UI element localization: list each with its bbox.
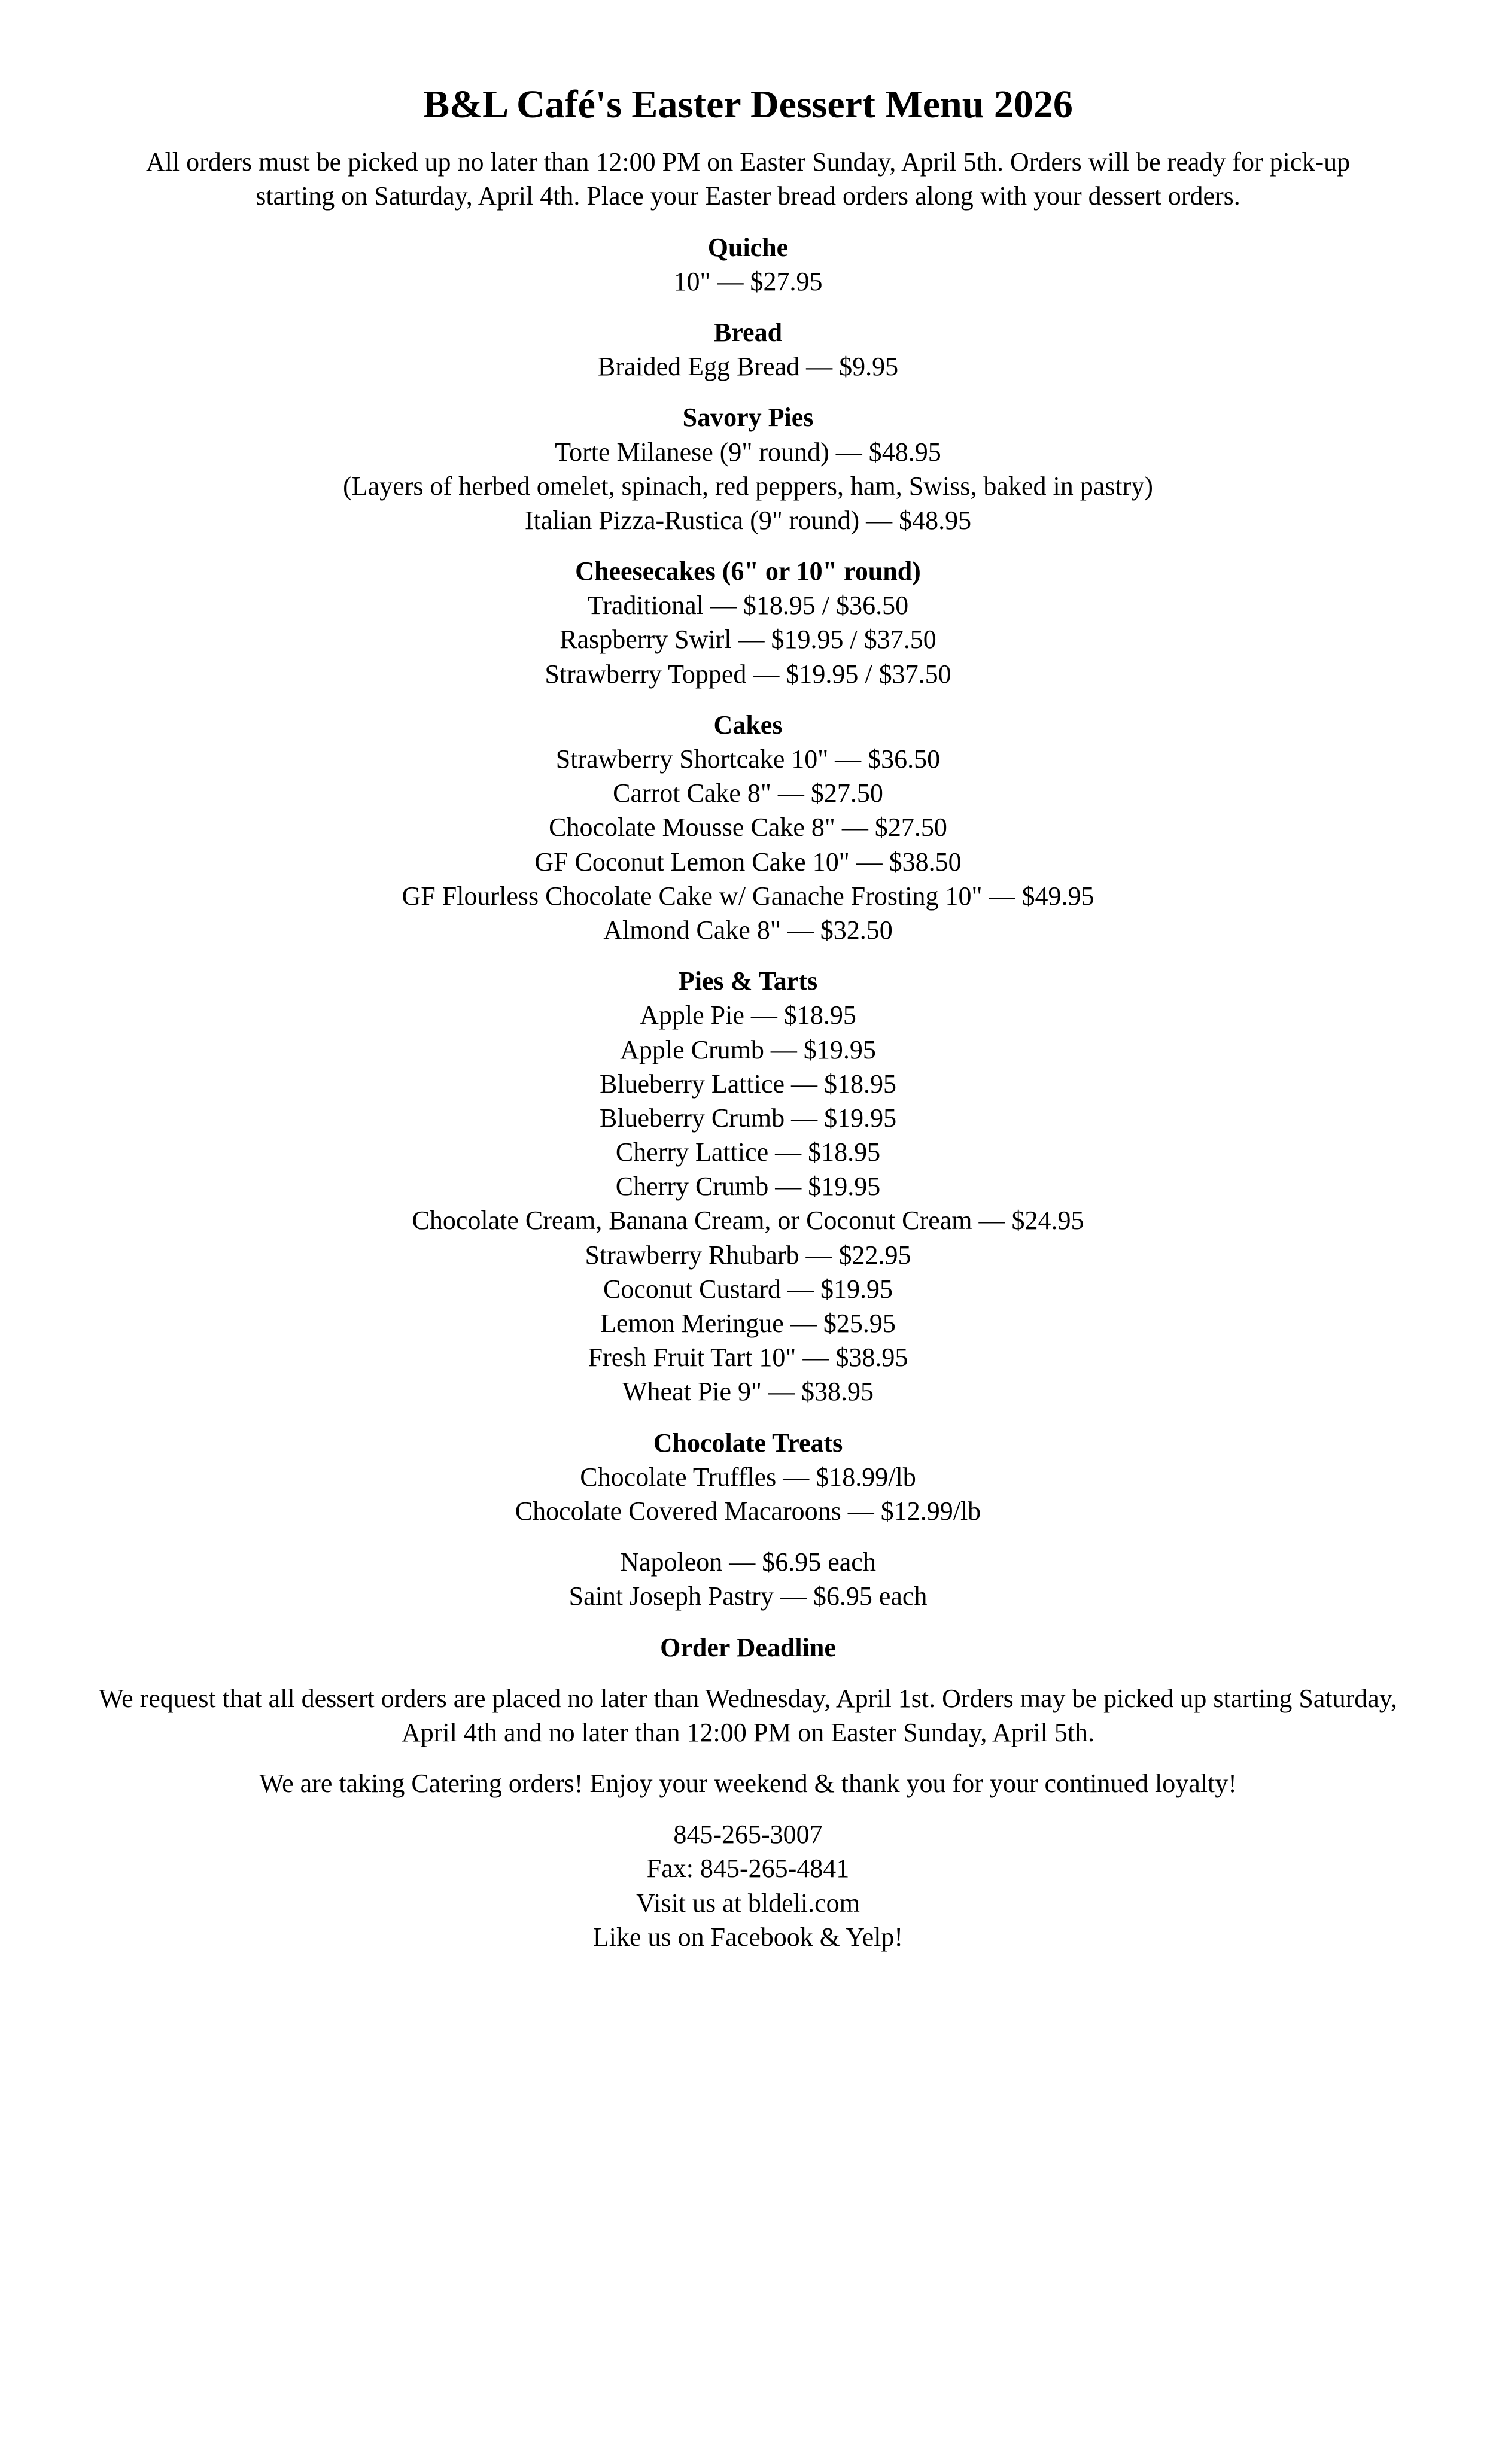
section-bread [90,315,1406,384]
section-cakes [90,708,1406,947]
menu-item: Wheat Pie 9" — $38.95 [622,1377,874,1407]
menu-item: Apple Crumb — $19.95 [620,1035,876,1064]
section-pies-tarts [90,964,1406,1409]
social-text: Like us on Facebook & Yelp! [592,1922,904,1952]
section-heading: Savory Pies [682,403,814,433]
menu-item: Blueberry Crumb — $19.95 [599,1103,897,1133]
menu-item: Chocolate Covered Macaroons — $12.99/lb [515,1496,981,1526]
menu-item: Chocolate Mousse Cake 8" — $27.50 [549,813,947,842]
section-quiche [90,230,1406,299]
menu-item: 10" — $27.95 [673,266,823,296]
menu-item: Strawberry Rhubarb — $22.95 [585,1240,911,1270]
menu-item: Saint Joseph Pastry — $6.95 each [568,1581,928,1611]
menu-item: Strawberry Shortcake 10" — $36.50 [555,744,941,774]
intro-paragraph: All orders must be picked up no later than 12:00 PM on Easter Sunday, April 5th. Orders will be ready for pick-up starting on Saturday, April 4th. Place your Easter bread orders along with your dessert orders. [145,147,1351,211]
section-heading: Pies & Tarts [678,966,818,996]
menu-item: Chocolate Cream, Banana Cream, or Coconut Cream — $24.95 [412,1206,1084,1236]
section-heading: Bread [713,317,783,347]
fax-number: Fax: 845-265-4841 [646,1854,850,1884]
menu-item: Blueberry Lattice — $18.95 [599,1069,897,1099]
menu-item: Fresh Fruit Tart 10" — $38.95 [588,1343,908,1373]
menu-item: Raspberry Swirl — $19.95 / $37.50 [560,625,936,655]
section-cheesecakes [90,554,1406,691]
menu-item: Cherry Crumb — $19.95 [615,1172,881,1201]
menu-title: B&L Café's Easter Dessert Menu 2026 [423,83,1073,126]
menu-item: Strawberry Topped — $19.95 / $37.50 [545,659,951,689]
section-savory-pies [90,400,1406,537]
section-pastries [90,1545,1406,1613]
menu-content [90,81,1406,1971]
section-heading: Cheesecakes (6" or 10" round) [575,556,921,586]
menu-item: Traditional — $18.95 / $36.50 [587,591,909,620]
menu-item: GF Flourless Chocolate Cake w/ Ganache Frosting 10" — $49.95 [402,881,1094,911]
section-heading: Chocolate Treats [653,1428,843,1458]
menu-item: Braided Egg Bread — $9.95 [597,352,899,382]
menu-item: GF Coconut Lemon Cake 10" — $38.50 [534,847,962,877]
menu-item: Coconut Custard — $19.95 [603,1274,893,1304]
section-chocolate-treats [90,1426,1406,1529]
menu-item: Carrot Cake 8" — $27.50 [613,778,883,808]
order-deadline-heading: Order Deadline [660,1632,836,1662]
section-heading: Cakes [713,710,783,740]
menu-item: Chocolate Truffles — $18.99/lb [580,1462,916,1492]
menu-item: Lemon Meringue — $25.95 [600,1309,896,1338]
menu-item: Apple Pie — $18.95 [640,1000,856,1030]
section-heading: Quiche [707,232,789,262]
contact-block [90,1817,1406,1954]
catering-text: We are taking Catering orders! Enjoy your weekend & thank you for your continued loyalty! [259,1769,1237,1799]
website-text: Visit us at bldeli.com [636,1888,860,1918]
menu-item: Napoleon — $6.95 each [620,1547,876,1577]
order-deadline-text: We request that all dessert orders are placed no later than Wednesday, April 1st. Orders may be picked up starting Saturday, April 4th and no later than 12:00 PM on Easter Sunday, April 5th. [99,1683,1397,1747]
menu-item: Almond Cake 8" — $32.50 [603,915,893,945]
phone-number: 845-265-3007 [673,1820,823,1849]
menu-item: Torte Milanese (9" round) — $48.95 [555,437,941,467]
menu-item-description: (Layers of herbed omelet, spinach, red peppers, ham, Swiss, baked in pastry) [343,471,1153,501]
menu-item: Italian Pizza-Rustica (9" round) — $48.95 [524,505,972,535]
menu-item: Cherry Lattice — $18.95 [615,1137,881,1167]
